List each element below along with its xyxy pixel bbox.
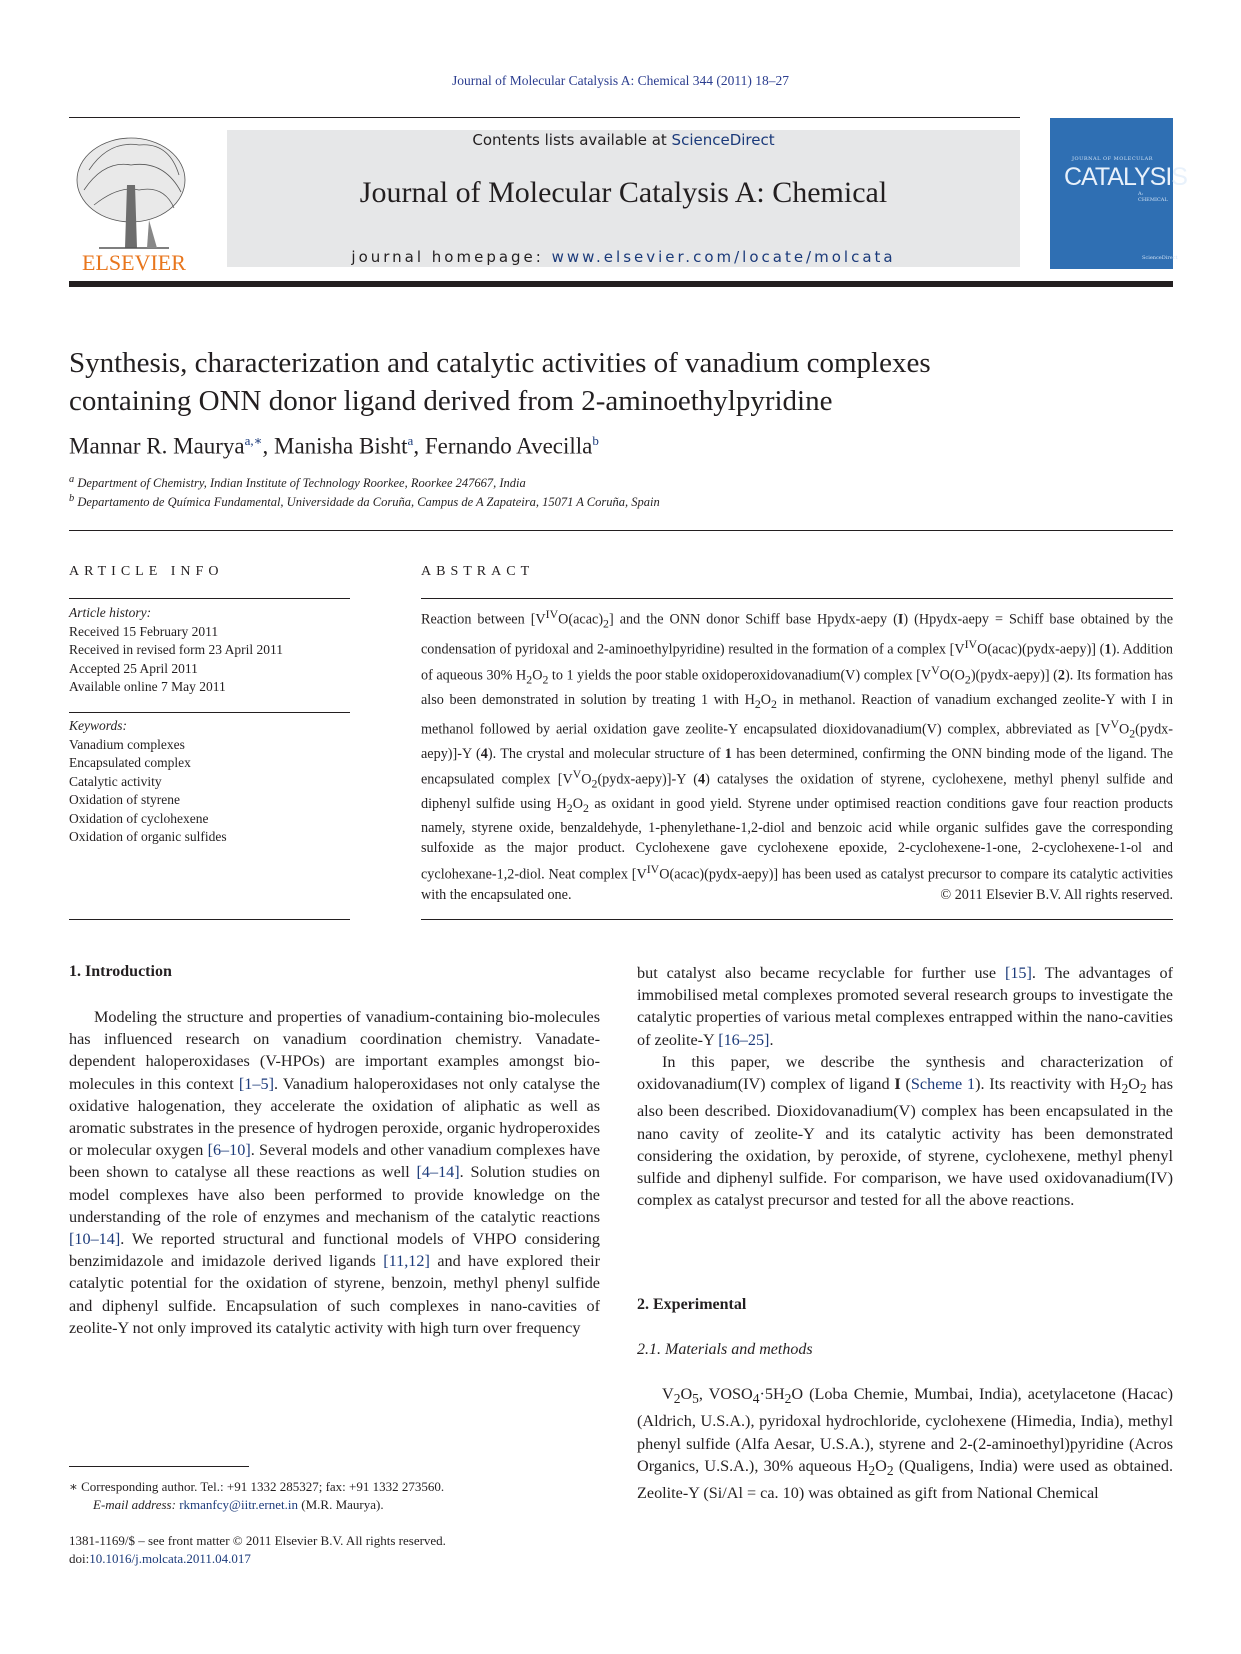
history-item: Received in revised form 23 April 2011: [69, 642, 283, 657]
corresponding-author-footnote: [69, 1478, 444, 1514]
email-label: E-mail address:: [93, 1497, 180, 1512]
introduction-body-continued: [637, 962, 1173, 1211]
affiliation-text: Department of Chemistry, Indian Institute of Technology Roorkee, Roorkee 247667, India: [77, 476, 526, 491]
sciencedirect-link[interactable]: ScienceDirect: [671, 131, 775, 149]
author-separator: ,: [262, 433, 275, 459]
copyright-line: © 2011 Elsevier B.V. All rights reserved.: [940, 887, 1173, 903]
journal-reference[interactable]: Journal of Molecular Catalysis A: Chemical 344 (2011) 18–27: [452, 73, 789, 88]
keyword-item: Vanadium complexes: [69, 736, 185, 752]
article-title-line2: containing ONN donor ligand derived from 2-aminoethylpyridine: [69, 385, 833, 417]
author-affiliation-mark[interactable]: b: [592, 433, 599, 448]
journal-cover-thumbnail[interactable]: [1050, 118, 1187, 269]
issn-line: 1381-1169/$ – see front matter © 2011 Elsevier B.V. All rights reserved.: [69, 1533, 446, 1548]
doi-link[interactable]: 10.1016/j.molcata.2011.04.017: [89, 1551, 251, 1566]
materials-body: [637, 1383, 1173, 1504]
email-suffix: (M.R. Maurya).: [298, 1497, 384, 1512]
history-item: Received 15 February 2011: [69, 623, 219, 639]
keyword-item: Oxidation of cyclohexene: [69, 810, 209, 826]
cover-bottom-text: ScienceDirect: [1142, 255, 1178, 261]
doi-prefix: doi:: [69, 1551, 90, 1566]
article-title: [69, 344, 1173, 420]
article-info-heading: ARTICLE INFO: [69, 564, 224, 579]
author-name[interactable]: Fernando Avecilla: [424, 433, 593, 459]
elsevier-wordmark: ELSEVIER: [82, 250, 186, 275]
homepage-line: [227, 248, 1020, 266]
header-thick-rule: [69, 281, 1173, 287]
history-label: Article history:: [69, 605, 152, 620]
subsection-heading: 2.1. Materials and methods: [637, 1341, 813, 1358]
section-heading-experimental: 2. Experimental: [637, 1296, 747, 1313]
keywords-label: Keywords:: [69, 718, 127, 733]
divider: [421, 919, 1173, 920]
author-name[interactable]: Mannar R. Maurya: [69, 433, 245, 459]
journal-title: Journal of Molecular Catalysis A: Chemical: [359, 176, 888, 209]
elsevier-logo: [69, 130, 199, 275]
section-heading-introduction: 1. Introduction: [69, 963, 172, 980]
divider: [69, 598, 350, 599]
affiliation-text: Departamento de Química Fundamental, Universidade da Coruña, Campus de A Zapateira, 15071 A Coruña, Spain: [77, 495, 660, 510]
keyword-item: Catalytic activity: [69, 773, 162, 789]
keyword-item: Encapsulated complex: [69, 755, 191, 770]
email-link[interactable]: rkmanfcy@iitr.ernet.in: [179, 1497, 299, 1512]
footnote-line: ∗ Corresponding author. Tel.: +91 1332 285327; fax: +91 1332 273560.: [69, 1479, 445, 1494]
cover-main-text: CATALYSIS: [1064, 163, 1187, 191]
keyword-item: Oxidation of styrene: [69, 792, 180, 807]
paragraph: but catalyst also became recyclable for further use [15]. The advantages of immobilised metal complexes promoted several research groups to investigate the catalytic properties of various metal complexes entrapped within the nano-cavities of zeolite-Y [16–25].: [637, 964, 1173, 1049]
cover-sub-text: A: CHEMICAL: [1138, 191, 1168, 203]
affiliation-b: [69, 493, 660, 510]
author-affiliation-mark[interactable]: a,∗: [244, 433, 263, 448]
abstract-heading: ABSTRACT: [421, 564, 535, 579]
article-history: [69, 604, 350, 697]
header-rule: [69, 117, 1020, 118]
homepage-prefix: journal homepage:: [351, 248, 552, 266]
issn-block: [69, 1532, 446, 1568]
divider: [69, 712, 350, 713]
article-title-line1: Synthesis, characterization and catalytic activities of vanadium complexes: [69, 347, 931, 379]
keywords: [69, 717, 350, 847]
paragraph: Modeling the structure and properties of vanadium-containing bio-molecules has influenced research on vanadium coordination chemistry. Vanadate-dependent haloperoxidases (V-HPOs) are important examples amongst bio-molecules in this context [1–5]. Vanadium haloperoxidases not only catalyse the oxidative halogenation, they accelerate the oxidation of aliphatic as well as aromatic substrates in the presence of hydrogen peroxide, organic hydroperoxides or molecular oxygen [6–10]. Several models and other vanadium complexes have been shown to catalyse all these reactions as well [4–14]. Solution studies on model complexes have also been performed to provide knowledge on the understanding of the role of enzymes and mechanism of the catalytic reactions [10–14]. We reported structural and functional models of VHPO considering benzimidazole and imidazole derived ligands [11,12] and have explored their catalytic potential for the oxidation of styrene, benzoin, methyl phenyl sulfide and diphenyl sulfide. Encapsulation of such complexes in nano-cavities of zeolite-Y not only improved its catalytic activity with high turn over frequency: [69, 1008, 601, 1337]
divider: [421, 598, 1173, 599]
author-name[interactable]: Manisha Bisht: [274, 433, 408, 459]
history-item: Available online 7 May 2011: [69, 679, 226, 694]
abstract-text: Reaction between $[V^{IV}O(acac)_2]$ and the ONN donor Schiff base Hpydx-aepy (I) (Hpydx-aepy = Schiff base obtained by the condensation of pyridoxal and 2-aminoethylpyridine) resulted in the formation of a complex $[V^{IV}O(acac)(pydx-aepy)]$ (1). Addition of aqueous 30% $H_2O_2$ to 1 yields the poor stable oxidoperoxidovanadium(V) complex $[V^VO(O_2)(pydx-aepy)]$ (2). Its formation has also been demonstrated in solution by treating 1 with $H_2O_2$ in methanol. Reaction of vanadium exchanged zeolite-Y with I in methanol followed by aerial oxidation gave zeolite-Y encapsulated dioxidovanadium(V) complex, abbreviated as $[V^VO_2(pydx-aepy)]-Y$ (4). The crystal and molecular structure of 1 has been determined, confirming the ONN binding mode of the ligand. The encapsulated complex $[V^VO_2(pydx-aepy)]-Y$ (4) catalyses the oxidation of styrene, cyclohexene, methyl phenyl sulfide and diphenyl sulfide using $H_2O_2$ as oxidant in good yield. Styrene under optimised reaction conditions gave four reaction products namely, styrene oxide, benzaldehyde, 1-phenylethane-1,2-diol and benzoic acid while organic sulfides gave the corresponding sulfoxide as the major product. Cyclohexene gave cyclohexene epoxide, 2-cyclohexene-1-one, 2-cyclohexene-1-ol and cyclohexane-1,2-diol. Neat complex $[V^{IV}O(acac)(pydx-aepy)]$ has been used as catalyst precursor to compare its catalytic activities with the encapsulated one.: [421, 607, 1174, 903]
paragraph: In this paper, we describe the synthesis and characterization of oxidovanadium(IV) complex of ligand I (Scheme 1). Its reactivity with $H_2O_2$ has also been described. Dioxidovanadium(V) complex has been encapsulated in the nano cavity of zeolite-Y and its catalytic activity has been demonstrated considering the oxidation, by peroxide, of styrene, cyclohexene, methyl phenyl sulfide and diphenyl sulfide. For comparison, we have used oxidovanadium(IV) complex as catalyst precursor and tested for all the above reactions.: [637, 1052, 1174, 1210]
affiliation-a: [69, 474, 526, 491]
paragraph: $V_2O_5$, $VOSO_4\cdot 5H_2O$ (Loba Chemie, Mumbai, India), acetylacetone (Hacac) (Aldrich, U.S.A.), pyridoxal hydrochloride, cyclohexene (Himedia, India), methyl phenyl sulfide (Alfa Aesar, U.S.A.), styrene and 2-(2-aminoethyl)pyridine (Acros Organics, U.S.A.), 30% aqueous $H_2O_2$ (Qualigens, India) were used as obtained. Zeolite-Y (Si/Al = ca. 10) was obtained as gift from National Chemical: [637, 1385, 1173, 1503]
contents-line: [227, 131, 1020, 149]
cover-top-text: JOURNAL OF MOLECULAR: [1072, 156, 1154, 162]
elsevier-tree-icon: [69, 130, 199, 275]
affiliation-mark: b: [69, 493, 75, 504]
author-list: [69, 433, 599, 460]
author-affiliation-mark[interactable]: a: [407, 433, 414, 448]
author-separator: ,: [413, 433, 425, 459]
divider: [69, 530, 1173, 531]
keyword-item: Oxidation of organic sulfides: [69, 829, 227, 844]
homepage-link[interactable]: www.elsevier.com/locate/molcata: [551, 248, 896, 266]
footnote-rule: [69, 1466, 249, 1467]
history-item: Accepted 25 April 2011: [69, 660, 198, 676]
contents-prefix: Contents lists available at: [472, 131, 672, 149]
affiliation-mark: a: [69, 474, 75, 485]
introduction-body: [69, 1006, 600, 1339]
divider: [69, 919, 350, 920]
